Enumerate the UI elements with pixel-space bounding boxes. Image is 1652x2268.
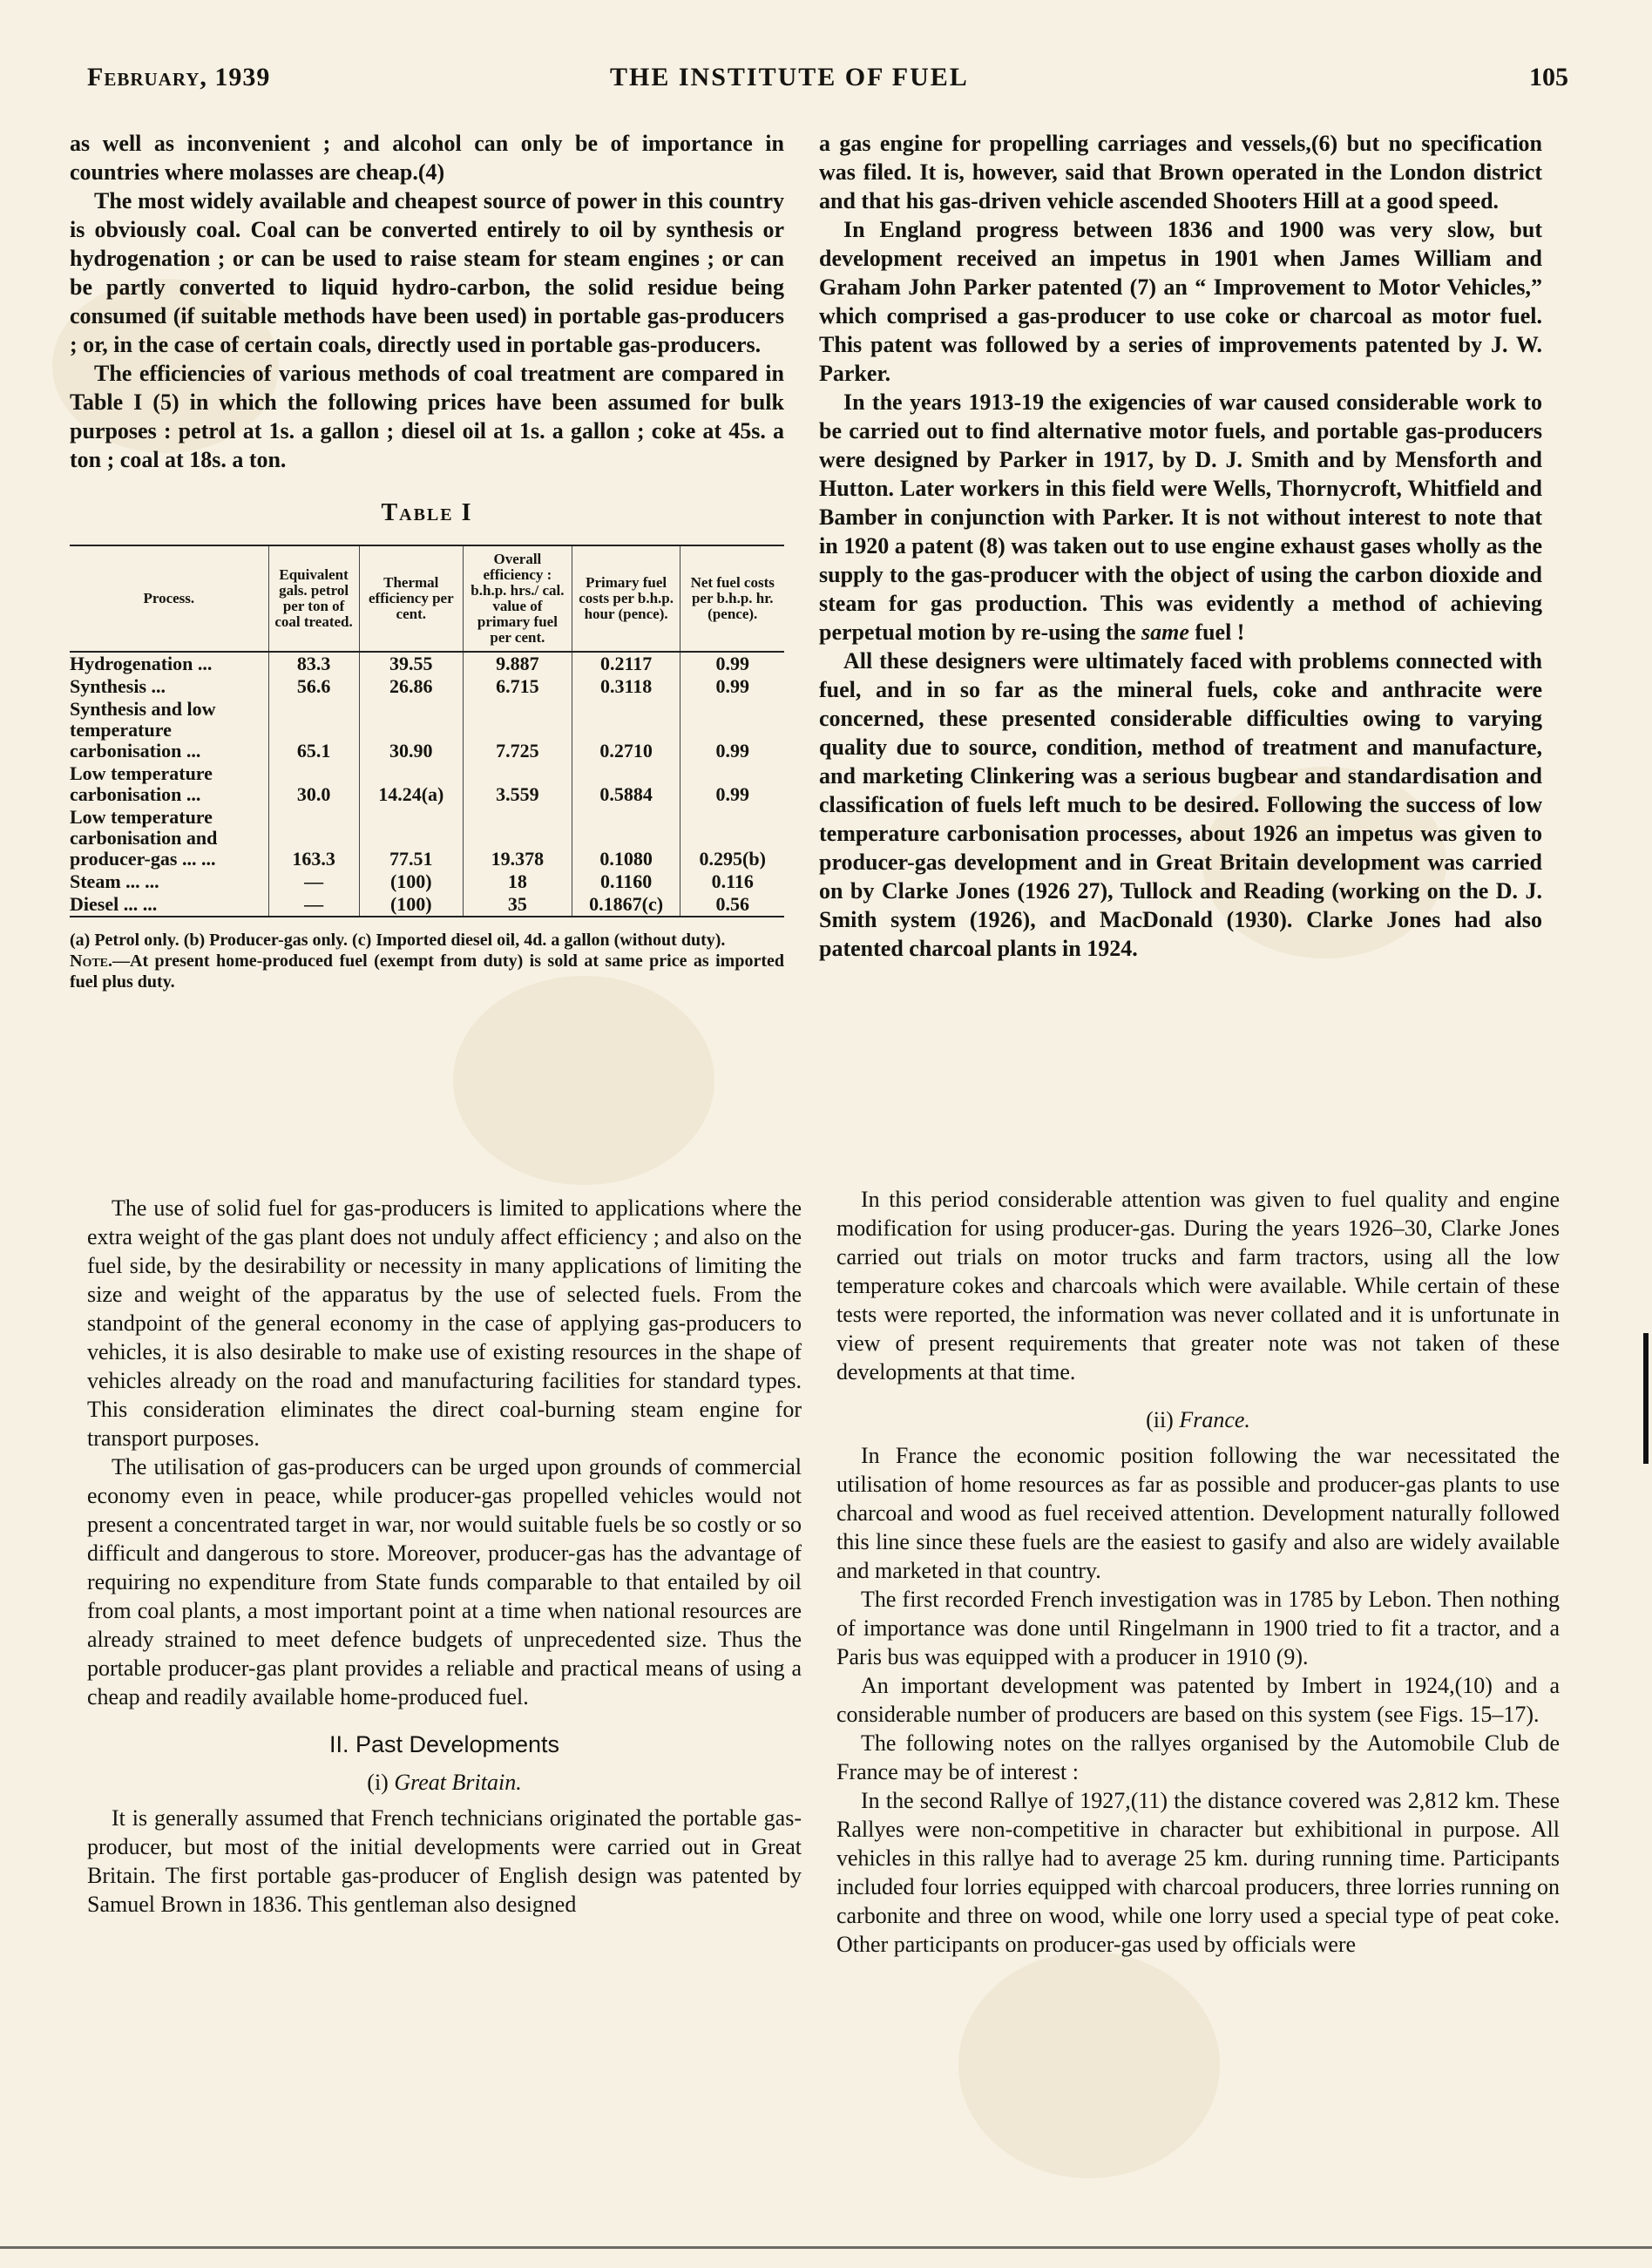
- table-cell: 0.99: [680, 675, 784, 698]
- table-header-row: [70, 545, 784, 652]
- journal-title: THE INSTITUTE OF FUEL: [610, 63, 969, 91]
- subsection-number: (i): [367, 1770, 389, 1795]
- paper-stain: [453, 976, 714, 1185]
- table-cell: 30.90: [359, 698, 464, 762]
- paragraph-text: In the years 1913-19 the exigencies of war caused considerable work to be carried out to find alternative motor fuels, and portable gas-producers were designed by Parker in 1917, by D. J. Smith and by Mensforth and Hutton. Later workers in this field were Wells, Thornycroft, Whitfield and Bamber in conjunction with Parker. It is not without interest to note that in 1920 a patent (8) was taken out to use engine exhaust gases wholly as the supply to the gas-producer with the object of using the carbon dioxide and steam for gas production. This was evidently a method of achieving perpetual motion by re-using the: [819, 389, 1542, 645]
- paragraph: The following notes on the rallyes organised by the Automobile Club de France may be of interest :: [836, 1730, 1560, 1784]
- table-row: [70, 806, 784, 870]
- paragraph: In England progress between 1836 and 1900 was very slow, but development received an impetus in 1901 when James William and Graham John Parker patented (7) an “ Improvement to Motor Vehicles,” which comprised a gas-producer to use coke or charcoal as motor fuel. This patent was followed by a series of improvements patented by J. W. Parker.: [819, 217, 1542, 386]
- paragraph: a gas engine for propelling carriages and vessels,(6) but no specification was filed. It is, however, said that Brown operated in the London district and that his gas-driven vehicle ascended Shooters Hill at a good speed.: [819, 131, 1542, 213]
- paragraph: In the second Rallye of 1927,(11) the distance covered was 2,812 km. These Rallyes were non-competitive in character but exhibitional in purpose. All vehicles in this rallye had to average 25 km. during running time. Participants included four lorries equipped with charcoal producers, three lorries running on carbonite and three on wood, while one lorry used a special type of peat coke. Other participants on producer-gas used by officials were: [836, 1788, 1560, 1957]
- paragraph: as well as inconvenient ; and alcohol can only be of importance in countries where molasses are cheap.(4): [70, 131, 784, 185]
- paragraph: The efficiencies of various methods of coal treatment are compared in Table I (5) in which the following prices have been assumed for bulk purposes : petrol at 1s. a gallon ; diesel oil at 1s. a gallon ; coke at 45s. a ton ; coal at 18s. a ton.: [70, 361, 784, 472]
- page-number: 105: [1529, 63, 1568, 91]
- paragraph: [819, 388, 1542, 647]
- paragraph: All these designers were ultimately faced with problems connected with fuel, and in so far as the mineral fuels, coke and anthracite were concerned, these presented considerable difficulties owing to varying quality due to source, condition, method of treatment and manufacture, and marketing Clinkering was a serious bugbear and standardisation and classification of fuels left much to be desired. Following the success of low temperature carbonisation processes, about 1926 an impetus was given to producer-gas development and in Great Britain development was carried on by Clarke Jones (1926 27), Tullock and Reading (working on the D. J. Smith system (1926), and MacDonald (1930). Clarke Jones had also patented charcoal plants in 1924.: [819, 648, 1542, 961]
- note-label: Note.: [70, 951, 113, 971]
- table-cell: 19.378: [464, 806, 572, 870]
- table-cell: 0.56: [680, 893, 784, 917]
- paragraph: In this period considerable attention was given to fuel quality and engine modification for using producer-gas. During the years 1926–30, Clarke Jones carried out trials on motor trucks and farm tractors, using all the low temperature cokes and charcoals which were available. While certain of these tests were reported, the information was never collated and it is unfortunate in view of present requirements that greater note was not taken of these developments at that time.: [836, 1187, 1560, 1384]
- left-column-top: [70, 129, 784, 992]
- table-cell: 56.6: [268, 675, 359, 698]
- table-1: [70, 545, 784, 917]
- left-column-bottom: [87, 1194, 802, 1919]
- table-cell: 77.51: [359, 806, 464, 870]
- table-cell: 0.1867(c): [572, 893, 680, 917]
- table-cell: —: [268, 870, 359, 893]
- table-row: [70, 652, 784, 675]
- page-header: [87, 63, 1568, 101]
- table-cell: 39.55: [359, 652, 464, 675]
- table-cell: 35: [464, 893, 572, 917]
- table-cell: 30.0: [268, 762, 359, 806]
- paragraph: In France the economic position following the war necessitated the utilisation of home resources as far as possible and producer-gas plants to use charcoal and wood as fuel received attention. Development naturally followed this line since these fuels are the easiest to gasify and also are widely available and marketed in that country.: [836, 1443, 1560, 1583]
- table-cell: Hydrogenation ...: [70, 653, 213, 674]
- paragraph: An important development was patented by Imbert in 1924,(10) and a considerable number of producers are based on this system (see Figs. 15–17).: [836, 1673, 1560, 1727]
- footnote-text: (a) Petrol only. (b) Producer-gas only. (c) Imported diesel oil, 4d. a gallon (without duty).: [70, 931, 726, 950]
- table-cell: 0.99: [680, 698, 784, 762]
- table-cell: 0.2710: [572, 698, 680, 762]
- table-cell: 18: [464, 870, 572, 893]
- table-cell: 0.2117: [572, 652, 680, 675]
- table-cell: 0.99: [680, 652, 784, 675]
- table-cell: 7.725: [464, 698, 572, 762]
- column-header: Net fuel costs per b.h.p. hr. (pence).: [680, 545, 784, 652]
- table-cell: Steam ... ...: [70, 870, 159, 892]
- table-cell: 163.3: [268, 806, 359, 870]
- table-cell: 0.116: [680, 870, 784, 893]
- paragraph: The use of solid fuel for gas-producers is limited to applications where the extra weight of the gas plant does not unduly affect efficiency ; and also on the fuel side, by the desirability or necessity in many applications of limiting the size and weight of the apparatus by the use of selected fuels. From the standpoint of the general economy in the case of applying gas-producers to vehicles, it is also desirable to make use of existing resources in the shape of vehicles already on the road and manufacturing facilities for standard types. This consideration eliminates the direct coal-burning steam engine for transport purposes.: [87, 1195, 802, 1451]
- section-heading: II. Past Developments: [328, 1731, 560, 1757]
- scan-bottom-edge: [0, 2246, 1652, 2249]
- table-cell: Low temperature carbonisation and producer-gas ... ...: [70, 806, 218, 870]
- table-cell: 6.715: [464, 675, 572, 698]
- paper-stain: [958, 1952, 1220, 2178]
- column-header: Thermal efficiency per cent.: [359, 545, 464, 652]
- table-cell: 0.3118: [572, 675, 680, 698]
- table-row: [70, 675, 784, 698]
- table-row: [70, 893, 784, 917]
- table-cell: 26.86: [359, 675, 464, 698]
- table-cell: (100): [359, 893, 464, 917]
- table-cell: Synthesis and low temperature carbonisation ...: [70, 698, 216, 762]
- emphasis: same: [1141, 619, 1189, 645]
- scan-edge-mark: [1643, 1333, 1649, 1464]
- subsection-title: France.: [1179, 1407, 1250, 1432]
- table-note: [70, 951, 784, 992]
- column-header: Process.: [70, 545, 268, 652]
- table-row: [70, 762, 784, 806]
- table-row: [70, 870, 784, 893]
- paragraph: It is generally assumed that French technicians originated the portable gas-producer, but most of the initial developments were carried out in Great Britain. The first portable gas-producer of English design was patented by Samuel Brown in 1836. This gentleman also designed: [87, 1805, 802, 1917]
- table-cell: 83.3: [268, 652, 359, 675]
- column-header: Primary fuel costs per b.h.p. hour (pence).: [572, 545, 680, 652]
- subsection-number: (ii): [1146, 1407, 1174, 1432]
- table-cell: (100): [359, 870, 464, 893]
- table-cell: Diesel ... ...: [70, 893, 268, 917]
- table-cell: 0.99: [680, 762, 784, 806]
- table-cell: 0.1160: [572, 870, 680, 893]
- table-row: [70, 698, 784, 762]
- table-cell: 0.5884: [572, 762, 680, 806]
- right-column-bottom: [836, 1185, 1560, 1959]
- paragraph: The utilisation of gas-producers can be urged upon grounds of commercial economy even in peace, while producer-gas propelled vehicles would not present a concentrated target in war, nor would suitable fuels be so costly or so difficult and dangerous to store. Moreover, producer-gas has the advantage of requiring no expenditure from State funds comparable to that entailed by oil from coal plants, a most important point at a time when national resources are already strained to meet defence budgets of unprecedented size. Thus the portable producer-gas plant provides a reliable and practical means of using a cheap and readily available home-produced fuel.: [87, 1454, 802, 1709]
- table-cell: 0.295(b): [680, 806, 784, 870]
- header-date: February, 1939: [87, 63, 271, 91]
- table-cell: Low temperature carbonisation ...: [70, 762, 213, 805]
- table-footnote: [70, 930, 784, 992]
- column-header: Equivalent gals. petrol per ton of coal treated.: [268, 545, 359, 652]
- subsection-heading: [836, 1405, 1560, 1434]
- table-cell: Synthesis ...: [70, 675, 166, 697]
- note-text: —At present home-produced fuel (exempt from duty) is sold at same price as imported fuel plus duty.: [70, 951, 784, 992]
- subsection-heading: [87, 1768, 802, 1797]
- column-header: Overall efficiency : b.h.p. hrs./ cal. value of primary fuel per cent.: [464, 545, 572, 652]
- paragraph: The first recorded French investigation was in 1785 by Lebon. Then nothing of importance was done until Ringelmann in 1900 tried to fit a tractor, and a Paris bus was equipped with a producer in 1910 (9).: [836, 1587, 1560, 1669]
- table-cell: 3.559: [464, 762, 572, 806]
- table-cell: —: [268, 893, 359, 917]
- table-cell: 9.887: [464, 652, 572, 675]
- right-column-top: [819, 129, 1542, 963]
- paragraph: The most widely available and cheapest source of power in this country is obviously coal. Coal can be converted entirely to oil by synthesis or hydrogenation ; or can be used to raise steam for steam engines ; or can be partly converted to liquid hydro-carbon, the solid residue being consumed (if suitable methods have been used) in portable gas-producers ; or, in the case of certain coals, directly used in portable gas-producers.: [70, 188, 784, 357]
- table-cell: 0.1080: [572, 806, 680, 870]
- paragraph-text: fuel !: [1195, 619, 1245, 645]
- table-title: Table I: [381, 499, 473, 526]
- table-cell: 65.1: [268, 698, 359, 762]
- table-cell: 14.24(a): [359, 762, 464, 806]
- subsection-title: Great Britain.: [394, 1770, 522, 1795]
